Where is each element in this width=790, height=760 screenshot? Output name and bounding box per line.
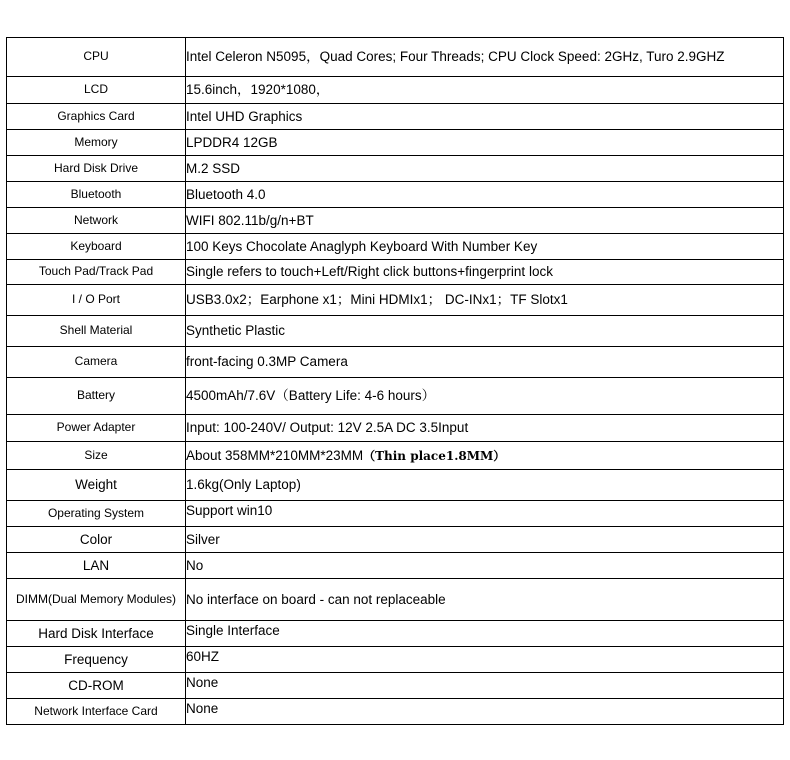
table-row bbox=[7, 621, 784, 647]
table-row bbox=[7, 130, 784, 156]
spec-label: LCD bbox=[7, 77, 186, 104]
table-row bbox=[7, 699, 784, 725]
table-row bbox=[7, 347, 784, 378]
spec-label: Camera bbox=[7, 347, 186, 378]
spec-label: Network Interface Card bbox=[7, 699, 186, 725]
table-row bbox=[7, 470, 784, 501]
spec-label: Weight bbox=[7, 470, 186, 501]
spec-value: 100 Keys Chocolate Anaglyph Keyboard With Number Key bbox=[186, 234, 784, 260]
table-row bbox=[7, 553, 784, 579]
table-row bbox=[7, 647, 784, 673]
spec-label: Operating System bbox=[7, 501, 186, 527]
spec-label: Touch Pad/Track Pad bbox=[7, 260, 186, 285]
table-row bbox=[7, 260, 784, 285]
table-row bbox=[7, 182, 784, 208]
spec-value: No interface on board - can not replaceable bbox=[186, 579, 784, 621]
spec-label: I / O Port bbox=[7, 285, 186, 316]
spec-value: 1.6kg(Only Laptop) bbox=[186, 470, 784, 501]
spec-label: Color bbox=[7, 527, 186, 553]
spec-label: CPU bbox=[7, 38, 186, 77]
spec-value: Bluetooth 4.0 bbox=[186, 182, 784, 208]
table-row bbox=[7, 673, 784, 699]
spec-value bbox=[186, 442, 784, 470]
spec-value: Single refers to touch+Left/Right click buttons+fingerprint lock bbox=[186, 260, 784, 285]
spec-value: WIFI 802.11b/g/n+BT bbox=[186, 208, 784, 234]
spec-value: 15.6inch，1920*1080， bbox=[186, 77, 784, 104]
spec-label: Bluetooth bbox=[7, 182, 186, 208]
table-row bbox=[7, 104, 784, 130]
spec-value: front-facing 0.3MP Camera bbox=[186, 347, 784, 378]
spec-value: 4500mAh/7.6V（Battery Life: 4-6 hours） bbox=[186, 378, 784, 415]
table-row bbox=[7, 38, 784, 77]
spec-label: Graphics Card bbox=[7, 104, 186, 130]
spec-value: Silver bbox=[186, 527, 784, 553]
spec-label: Network bbox=[7, 208, 186, 234]
table-row bbox=[7, 234, 784, 260]
table-row bbox=[7, 442, 784, 470]
spec-value: LPDDR4 12GB bbox=[186, 130, 784, 156]
spec-value: Input: 100-240V/ Output: 12V 2.5A DC 3.5Input bbox=[186, 415, 784, 442]
size-thin-note: （Thin place1.8MM） bbox=[363, 448, 506, 463]
spec-label: LAN bbox=[7, 553, 186, 579]
spec-value: Intel UHD Graphics bbox=[186, 104, 784, 130]
spec-value: Single Interface bbox=[186, 621, 784, 647]
spec-value: Synthetic Plastic bbox=[186, 316, 784, 347]
spec-label: Hard Disk Drive bbox=[7, 156, 186, 182]
spec-label: Size bbox=[7, 442, 186, 470]
spec-value: Intel Celeron N5095，Quad Cores; Four Threads; CPU Clock Speed: 2GHz, Turo 2.9GHZ bbox=[186, 38, 784, 77]
spec-value: Support win10 bbox=[186, 501, 784, 527]
table-row bbox=[7, 579, 784, 621]
spec-label: Frequency bbox=[7, 647, 186, 673]
table-row bbox=[7, 527, 784, 553]
spec-label: CD-ROM bbox=[7, 673, 186, 699]
spec-label: Power Adapter bbox=[7, 415, 186, 442]
table-row bbox=[7, 316, 784, 347]
spec-value: None bbox=[186, 673, 784, 699]
table-row bbox=[7, 501, 784, 527]
spec-label: Shell Material bbox=[7, 316, 186, 347]
table-row bbox=[7, 378, 784, 415]
table-row bbox=[7, 208, 784, 234]
table-row bbox=[7, 156, 784, 182]
spec-label: Battery bbox=[7, 378, 186, 415]
spec-value: M.2 SSD bbox=[186, 156, 784, 182]
spec-table bbox=[6, 37, 784, 725]
spec-value: USB3.0x2；Earphone x1；Mini HDMIx1； DC-INx1；TF Slotx1 bbox=[186, 285, 784, 316]
spec-label: Hard Disk Interface bbox=[7, 621, 186, 647]
spec-label: Memory bbox=[7, 130, 186, 156]
spec-value: None bbox=[186, 699, 784, 725]
table-row bbox=[7, 415, 784, 442]
spec-label: DIMM(Dual Memory Modules) bbox=[7, 579, 186, 621]
table-row bbox=[7, 285, 784, 316]
table-row bbox=[7, 77, 784, 104]
size-main: About 358MM*210MM*23MM bbox=[186, 447, 364, 463]
spec-label: Keyboard bbox=[7, 234, 186, 260]
spec-value: No bbox=[186, 553, 784, 579]
spec-value: 60HZ bbox=[186, 647, 784, 673]
